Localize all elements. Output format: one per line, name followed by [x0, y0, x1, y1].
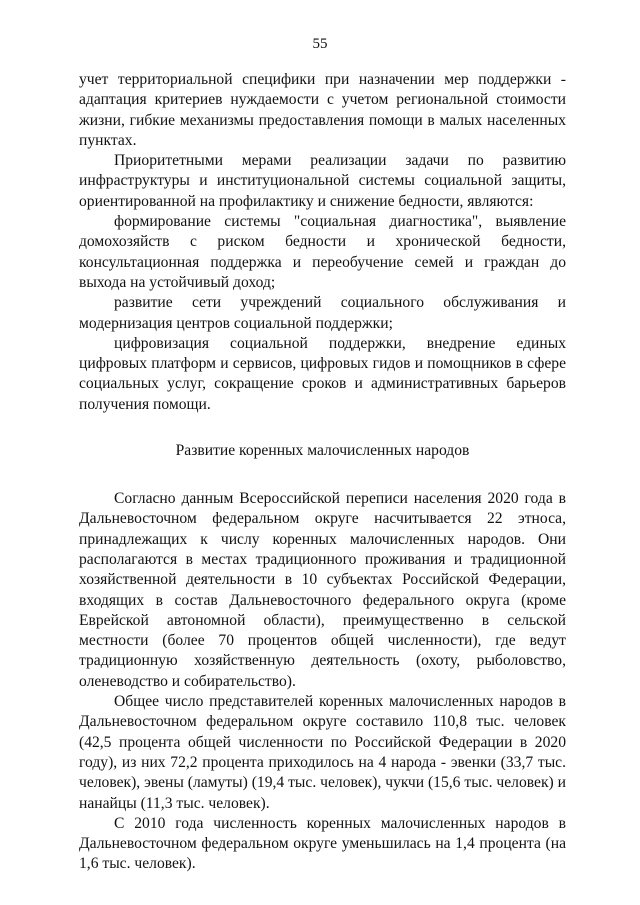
paragraph-priority-measures: Приоритетными мерами реализации задачи по развитию инфраструктуры и институциональной системы социальной защиты, ориентированной на профилактику и снижение бедности, являются:	[79, 152, 566, 210]
paragraph-population-decline: С 2010 года численность коренных малочисленных народов в Дальневосточном федеральном округе уменьшилась на 1,4 процента (на 1,6 тыс. человек).	[79, 814, 566, 873]
paragraph-digitalization: цифровизация социальной поддержки, внедрение единых цифровых платформ и сервисов, цифровых гидов и помощников в сфере социальных услуг, сокращение сроков и административных барьеров получения помощи.	[79, 334, 566, 413]
paragraph-census-data: Согласно данным Всероссийской переписи населения 2020 года в Дальневосточном федеральном округе насчитывается 22 этноса, принадлежащих к числу коренных малочисленных народов. Они располагаются в местах традиционного проживания и традиционной хозяйственной деятельности в 10 субъектах Российской Федерации, входящих в состав Дальневосточного федерального округа (кроме Еврейской автономной области), преимущественно в сельской местности (более 70 процентов общей численности), где ведут традиционную хозяйственную деятельность (охоту, рыболовство, оленеводство и собирательство).	[79, 490, 566, 690]
section-heading: Развитие коренных малочисленных народов	[175, 442, 470, 460]
page-number: 55	[312, 36, 328, 52]
paragraph-social-diagnostics: формирование системы "социальная диагностика", выявление домохозяйств с риском бедности и хронической бедности, консультационная поддержка и переобучение семей и граждан до выхода на устойчивый доход;	[79, 213, 566, 291]
paragraph-population-total: Общее число представителей коренных малочисленных народов в Дальневосточном федеральном округе составило 110,8 тыс. человек (42,5 процента общей численности по Российской Федерации в 2020 году), из них 72,2 процента приходилось на 4 народа - эвенки (33,7 тыс. человек), эвены (ламуты) (19,4 тыс. человек), чукчи (15,6 тыс. человек) и нанайцы (11,3 тыс. человек).	[79, 693, 566, 812]
paragraph-support-measures-continued: учет территориальной специфики при назначении мер поддержки - адаптация критериев нуждаемости с учетом региональной стоимости жизни, гибкие механизмы предоставления помощи в малых населенных пунктах.	[79, 71, 566, 149]
page-content	[79, 70, 566, 875]
paragraph-service-network: развитие сети учреждений социального обслуживания и модернизация центров социальной поддержки;	[79, 294, 566, 332]
